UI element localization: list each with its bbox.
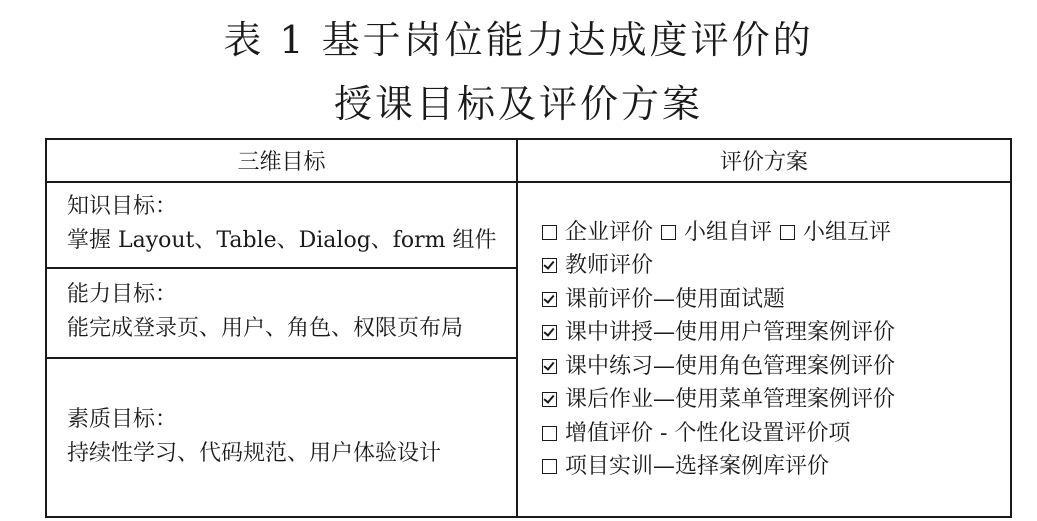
- evaluation-item-text: 小组互评: [803, 219, 892, 245]
- quality-goal-label: 素质目标：: [67, 406, 178, 432]
- evaluation-item-text: 课中练习—使用角色管理案例评价: [565, 353, 896, 379]
- checkbox-checked-icon: [542, 359, 557, 374]
- table-title-line-2: 授课目标及评价方案: [333, 82, 703, 126]
- ability-goal-label: 能力目标：: [67, 282, 178, 307]
- quality-goal-cell: [46, 358, 517, 517]
- table-title-line-1: 表 1 基于岗位能力达成度评价的: [223, 18, 814, 62]
- evaluation-line: [542, 316, 1010, 350]
- header-evaluation-plan: 评价方案: [517, 139, 1011, 182]
- evaluation-line: [542, 216, 1010, 250]
- evaluation-line: [542, 249, 1010, 283]
- evaluation-item-text: 课前评价—使用面试题: [565, 286, 786, 312]
- knowledge-goal-text: 掌握 Layout、Table、Dialog、form 组件: [67, 228, 497, 253]
- checkbox-unchecked-icon: [542, 225, 557, 240]
- checkbox-unchecked-icon: [780, 225, 795, 240]
- evaluation-item-text: 课中讲授—使用用户管理案例评价: [565, 320, 896, 345]
- evaluation-item-text: 企业评价: [565, 219, 654, 245]
- knowledge-goal-cell: [46, 182, 517, 268]
- evaluation-line: [542, 417, 1010, 451]
- evaluation-line: [542, 350, 1010, 384]
- checkbox-checked-icon: [542, 392, 557, 407]
- checkbox-checked-icon: [542, 258, 557, 273]
- header-three-dimensional-goals: 三维目标: [46, 139, 517, 182]
- evaluation-item: [780, 220, 891, 245]
- checkbox-unchecked-icon: [542, 426, 557, 441]
- evaluation-plan-cell: [517, 182, 1011, 517]
- checkbox-unchecked-icon: [542, 459, 557, 474]
- evaluation-item-text: 增值评价 - 个性化设置评价项: [565, 420, 851, 446]
- evaluation-item-text: 教师评价: [565, 253, 654, 278]
- goals-evaluation-table: [45, 138, 1012, 518]
- quality-goal-text: 持续性学习、代码规范、用户体验设计: [67, 440, 442, 466]
- evaluation-item: [542, 220, 653, 245]
- checkbox-checked-icon: [542, 325, 557, 340]
- evaluation-line: [542, 383, 1010, 417]
- evaluation-item: [661, 220, 772, 245]
- evaluation-item-text: 项目实训—选择案例库评价: [565, 454, 830, 479]
- evaluation-line: [542, 450, 1010, 484]
- ability-goal-cell: [46, 268, 517, 358]
- evaluation-item-text: 小组自评: [684, 219, 773, 245]
- knowledge-goal-label: 知识目标：: [67, 194, 178, 219]
- ability-goal-text: 能完成登录页、用户、角色、权限页布局: [67, 316, 464, 341]
- checkbox-checked-icon: [542, 292, 557, 307]
- evaluation-line: [542, 283, 1010, 317]
- evaluation-item-text: 课后作业—使用菜单管理案例评价: [565, 387, 896, 412]
- checkbox-unchecked-icon: [661, 225, 676, 240]
